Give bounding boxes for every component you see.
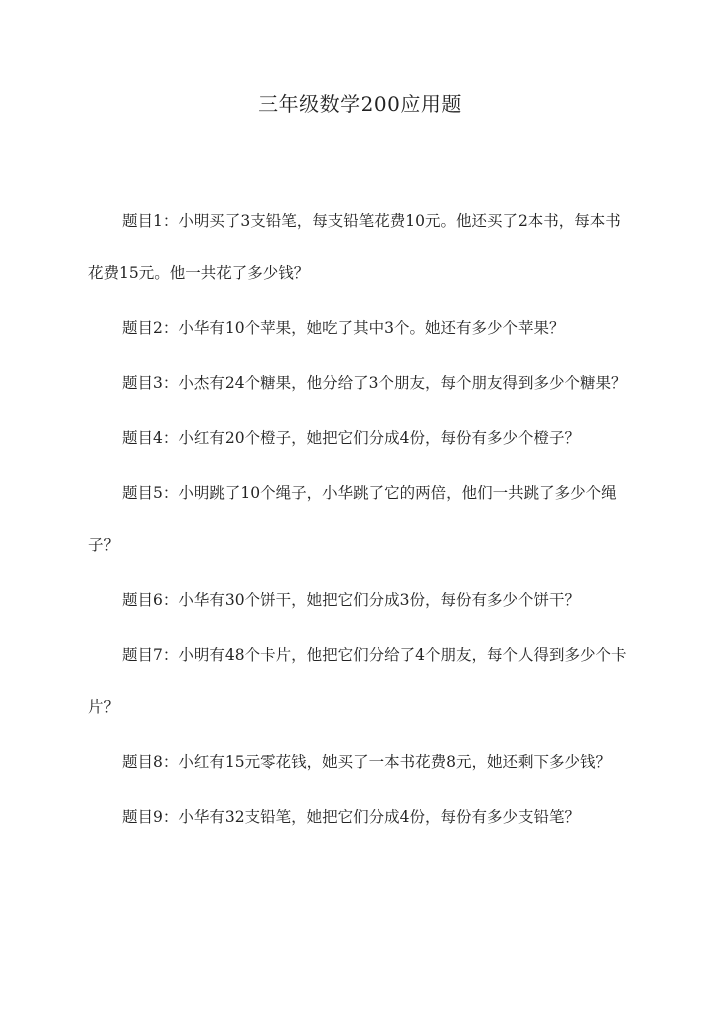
document-title: 三年级数学200应用题 [258,92,462,116]
question-7: 题目7：小明有48个卡片，他把它们分给了4个朋友，每个人得到多少个卡片？ [88,646,627,716]
question-list [88,195,633,846]
question-8: 题目8：小红有15元零花钱，她买了一本书花费8元，她还剩下多少钱？ [122,753,611,771]
question-5: 题目5：小明跳了10个绳子，小华跳了它的两倍，他们一共跳了多少个绳子？ [88,484,617,554]
question-9: 题目9：小华有32支铅笔，她把它们分成4份，每份有多少支铅笔？ [122,808,580,826]
question-6: 题目6：小华有30个饼干，她把它们分成3份，每份有多少个饼干？ [122,591,580,609]
question-1: 题目1：小明买了3支铅笔，每支铅笔花费10元。他还买了2本书，每本书花费15元。他一共花了多少钱？ [88,212,621,282]
question-3: 题目3：小杰有24个糖果，他分给了3个朋友，每个朋友得到多少个糖果？ [122,374,627,392]
question-4: 题目4：小红有20个橙子，她把它们分成4份，每份有多少个橙子？ [122,429,580,447]
question-2: 题目2：小华有10个苹果，她吃了其中3个。她还有多少个苹果？ [122,319,565,337]
